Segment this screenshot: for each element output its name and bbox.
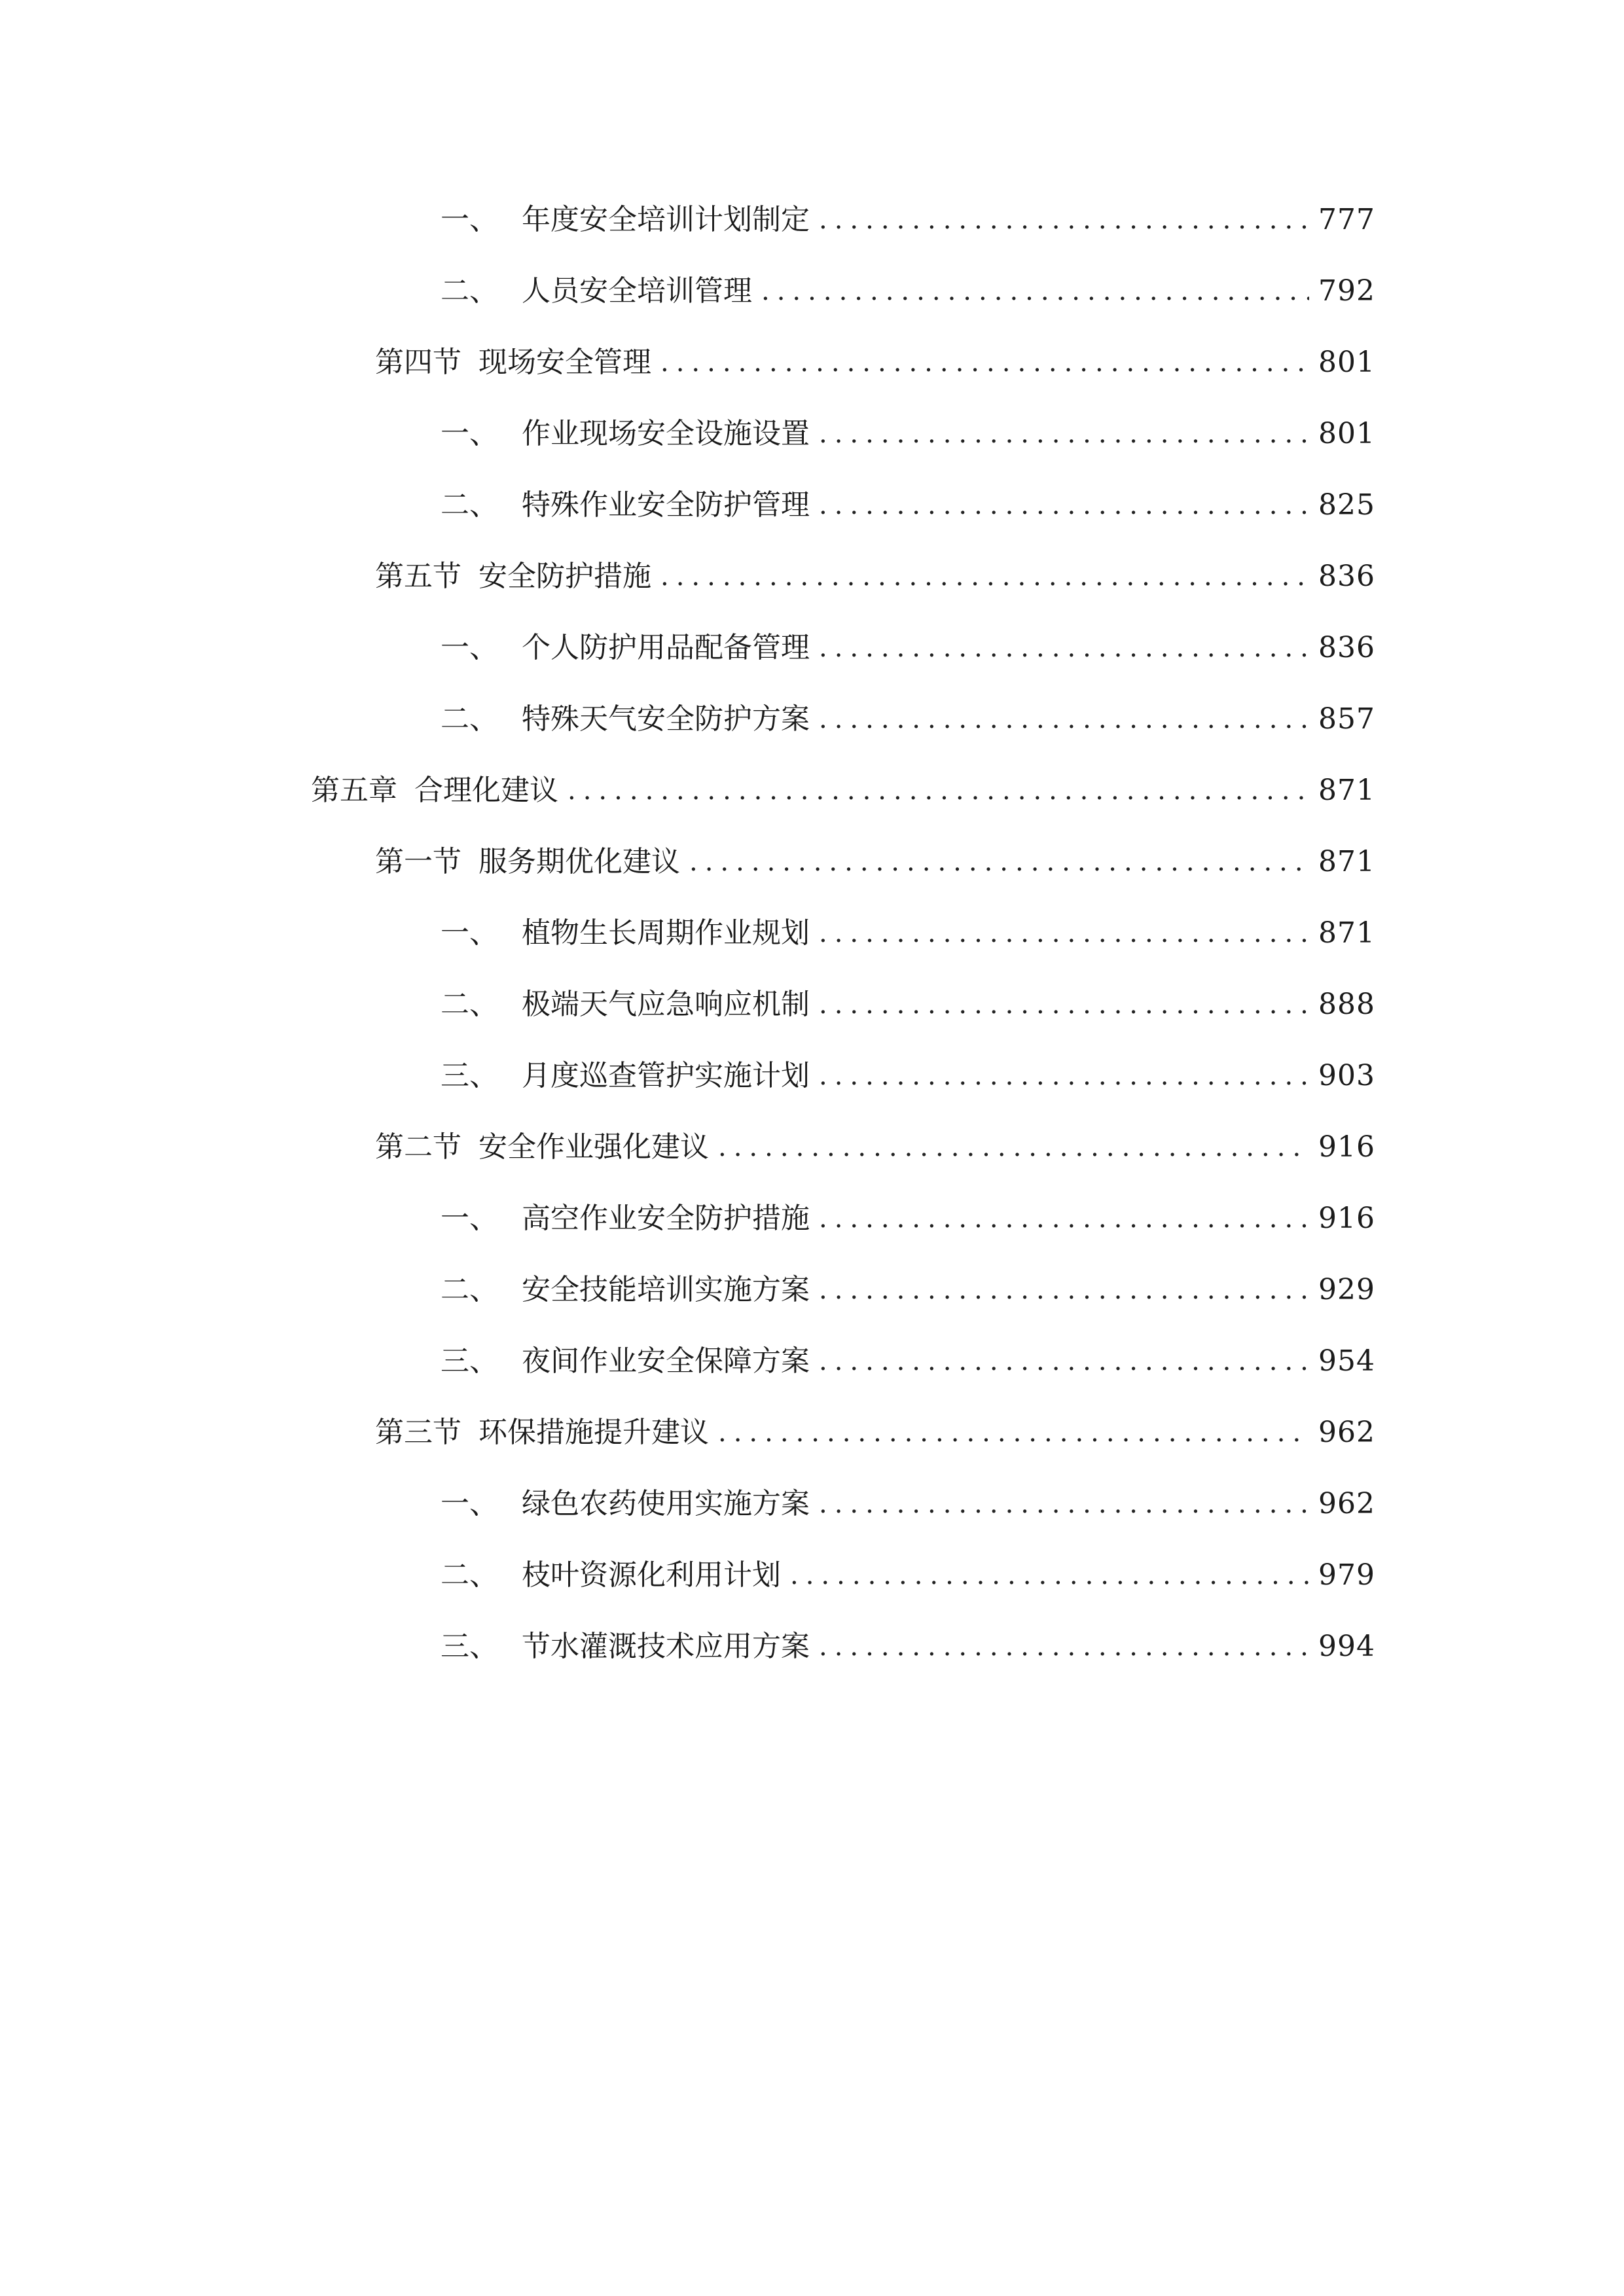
toc-entry-title: 绿色农药使用实施方案 bbox=[522, 1487, 810, 1520]
toc-entry-page: 929 bbox=[1318, 1273, 1375, 1306]
toc-entry[interactable] bbox=[441, 1478, 1375, 1530]
toc-dot-leader bbox=[819, 1050, 1309, 1102]
toc-dot-leader bbox=[718, 1407, 1309, 1459]
toc-entry-page: 979 bbox=[1318, 1558, 1375, 1592]
toc-entry[interactable] bbox=[441, 693, 1375, 745]
toc-entry-number: 二、 bbox=[441, 988, 498, 1021]
toc-entry-page: 777 bbox=[1318, 203, 1375, 236]
toc-entry[interactable] bbox=[375, 550, 1375, 603]
toc-dot-leader bbox=[819, 194, 1309, 246]
toc-entry-title: 节水灌溉技术应用方案 bbox=[522, 1630, 810, 1663]
toc-entry-page: 994 bbox=[1318, 1630, 1375, 1663]
toc-entry-page: 825 bbox=[1318, 488, 1375, 522]
toc-entry-page: 962 bbox=[1318, 1487, 1375, 1520]
toc-entry[interactable] bbox=[441, 1549, 1375, 1602]
toc-entry-number: 第三节 bbox=[375, 1416, 461, 1449]
toc-entry-number: 一、 bbox=[441, 417, 498, 450]
toc-dot-leader bbox=[660, 336, 1309, 389]
toc-dot-leader bbox=[819, 1478, 1309, 1530]
toc-entry-title: 合理化建议 bbox=[414, 774, 558, 807]
toc-entry-number: 一、 bbox=[441, 916, 498, 950]
toc-dot-leader bbox=[819, 479, 1309, 531]
toc-dot-leader bbox=[819, 622, 1309, 674]
toc-dot-leader bbox=[761, 265, 1309, 317]
toc-entry-title: 安全防护措施 bbox=[478, 560, 651, 593]
toc-dot-leader bbox=[819, 1335, 1309, 1388]
toc-entry[interactable] bbox=[375, 1121, 1375, 1174]
toc-entry-page: 871 bbox=[1318, 916, 1375, 950]
toc-entry-title: 月度巡查管护实施计划 bbox=[522, 1059, 810, 1092]
toc-entry-title: 人员安全培训管理 bbox=[522, 274, 752, 308]
toc-dot-leader bbox=[819, 978, 1309, 1031]
toc-entry[interactable] bbox=[441, 1335, 1375, 1388]
toc-entry-title: 现场安全管理 bbox=[478, 346, 651, 379]
toc-entry-title: 高空作业安全防护措施 bbox=[522, 1202, 810, 1235]
toc-entry-title: 作业现场安全设施设置 bbox=[522, 417, 810, 450]
toc-dot-leader bbox=[819, 1193, 1309, 1245]
toc-entry[interactable] bbox=[375, 1407, 1375, 1459]
toc-entry-number: 一、 bbox=[441, 1202, 498, 1235]
toc-entry[interactable] bbox=[375, 336, 1375, 389]
toc-entry-page: 857 bbox=[1318, 702, 1375, 736]
toc-entry-title: 安全作业强化建议 bbox=[478, 1130, 709, 1164]
toc-entry-number: 二、 bbox=[441, 1273, 498, 1306]
toc-entry-title: 年度安全培训计划制定 bbox=[522, 203, 810, 236]
toc-entry-number: 第五章 bbox=[311, 774, 397, 807]
toc-entry-page: 801 bbox=[1318, 417, 1375, 450]
toc-entry[interactable] bbox=[441, 907, 1375, 960]
toc-entry-page: 888 bbox=[1318, 988, 1375, 1021]
toc-entry-title: 特殊作业安全防护管理 bbox=[522, 488, 810, 522]
toc-dot-leader bbox=[568, 764, 1309, 817]
toc-entry-number: 第二节 bbox=[375, 1130, 461, 1164]
toc-entry-page: 962 bbox=[1318, 1416, 1375, 1449]
toc-dot-leader bbox=[819, 907, 1309, 960]
toc-dot-leader bbox=[819, 1621, 1309, 1673]
toc-entry[interactable] bbox=[441, 1193, 1375, 1245]
toc-dot-leader bbox=[718, 1121, 1309, 1174]
toc-entry-number: 一、 bbox=[441, 1487, 498, 1520]
toc-entry[interactable] bbox=[441, 479, 1375, 531]
toc-entry[interactable] bbox=[441, 622, 1375, 674]
toc-entry-title: 环保措施提升建议 bbox=[478, 1416, 709, 1449]
toc-entry-title: 特殊天气安全防护方案 bbox=[522, 702, 810, 736]
toc-dot-leader bbox=[819, 408, 1309, 460]
toc-entry-number: 一、 bbox=[441, 631, 498, 664]
toc-entry-title: 安全技能培训实施方案 bbox=[522, 1273, 810, 1306]
toc-entry[interactable] bbox=[441, 1621, 1375, 1673]
toc-entry-page: 916 bbox=[1318, 1130, 1375, 1164]
toc-entry-page: 801 bbox=[1318, 346, 1375, 379]
toc-entry[interactable] bbox=[375, 836, 1375, 888]
toc-entry-page: 836 bbox=[1318, 631, 1375, 664]
toc-entry-number: 三、 bbox=[441, 1059, 498, 1092]
toc-entry-number: 第五节 bbox=[375, 560, 461, 593]
toc-entry-title: 枝叶资源化利用计划 bbox=[522, 1558, 781, 1592]
toc-entry[interactable] bbox=[441, 978, 1375, 1031]
toc-entry-number: 二、 bbox=[441, 1558, 498, 1592]
toc-entry-page: 792 bbox=[1318, 274, 1375, 308]
toc-entry-number: 二、 bbox=[441, 274, 498, 308]
toc-entry[interactable] bbox=[441, 265, 1375, 317]
toc-dot-leader bbox=[660, 550, 1309, 603]
toc-entry-number: 第一节 bbox=[375, 845, 461, 878]
toc-entry-page: 871 bbox=[1318, 845, 1375, 878]
toc-dot-leader bbox=[689, 836, 1309, 888]
toc-entry[interactable] bbox=[441, 1264, 1375, 1316]
toc-entry-title: 极端天气应急响应机制 bbox=[522, 988, 810, 1021]
toc-entry-page: 954 bbox=[1318, 1344, 1375, 1378]
toc-entry-page: 916 bbox=[1318, 1202, 1375, 1235]
toc-entry-title: 夜间作业安全保障方案 bbox=[522, 1344, 810, 1378]
toc-entry-number: 一、 bbox=[441, 203, 498, 236]
toc-entry-title: 植物生长周期作业规划 bbox=[522, 916, 810, 950]
toc-entry[interactable] bbox=[441, 194, 1375, 246]
toc-entry-page: 871 bbox=[1318, 774, 1375, 807]
toc-entry-title: 个人防护用品配备管理 bbox=[522, 631, 810, 664]
toc-dot-leader bbox=[819, 693, 1309, 745]
toc-dot-leader bbox=[819, 1264, 1309, 1316]
toc-entry-number: 三、 bbox=[441, 1630, 498, 1663]
toc-entry-number: 三、 bbox=[441, 1344, 498, 1378]
toc-entry[interactable] bbox=[441, 408, 1375, 460]
toc-entry-number: 二、 bbox=[441, 702, 498, 736]
toc-entry-page: 903 bbox=[1318, 1059, 1375, 1092]
toc-entry-title: 服务期优化建议 bbox=[478, 845, 680, 878]
toc-entry[interactable] bbox=[311, 764, 1375, 817]
toc-entry[interactable] bbox=[441, 1050, 1375, 1102]
toc-entry-page: 836 bbox=[1318, 560, 1375, 593]
toc-dot-leader bbox=[790, 1549, 1309, 1602]
toc-entry-number: 第四节 bbox=[375, 346, 461, 379]
toc-entry-number: 二、 bbox=[441, 488, 498, 522]
